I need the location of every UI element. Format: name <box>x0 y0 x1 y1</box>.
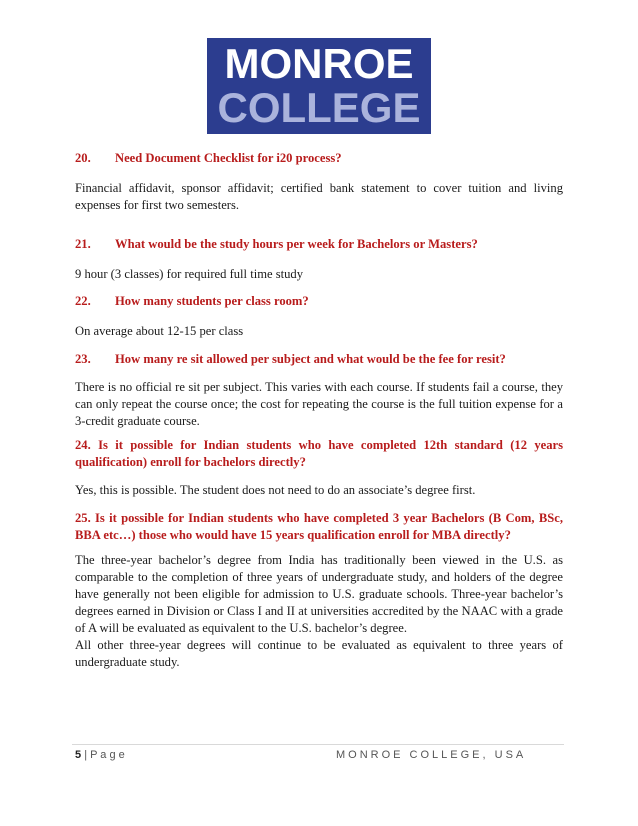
monroe-college-logo <box>207 38 431 134</box>
answer-21: 9 hour (3 classes) for required full time study <box>75 267 304 281</box>
question-number: 25. <box>75 511 91 525</box>
question-text: How many students per class room? <box>115 294 309 308</box>
question-text: Is it possible for Indian students who have completed 12th standard (12 years qualification) enroll for bachelors directly? <box>75 438 563 469</box>
question-25 <box>75 510 563 544</box>
page-label: | P a g e <box>84 749 125 761</box>
answer-25-paragraph-2: All other three-year degrees will continue to be evaluated as equivalent to three years of undergraduate study. <box>75 638 563 669</box>
question-24 <box>75 437 563 471</box>
question-21 <box>75 236 563 253</box>
answer-25-paragraph-1: The three-year bachelor’s degree from India has traditionally been viewed in the U.S. as comparable to the completion of three years of undergraduate study, and holders of the degree have generally not been eligible for admission to U.S. graduate schools. Three-year bachelor’s degrees earned in Division or Class I and II at universities accredited by the NAAC with a grade of A will be evaluated as equivalent to the U.S. bachelor’s degree. <box>75 553 563 635</box>
question-number: 21. <box>75 237 91 251</box>
question-20 <box>75 150 563 167</box>
page-number-value: 5 <box>75 749 82 761</box>
question-22 <box>75 293 563 310</box>
answer-25 <box>75 552 563 671</box>
answer-22: On average about 12-15 per class <box>75 324 244 338</box>
footer-divider <box>72 744 564 745</box>
question-text: Is it possible for Indian students who have completed 3 year Bachelors (B Com, BSc, BBA etc…) those who would have 15 years qualification enroll for MBA directly? <box>75 511 563 542</box>
question-text: What would be the study hours per week for Bachelors or Masters? <box>115 237 478 251</box>
question-23 <box>75 351 563 368</box>
question-number: 20. <box>75 151 91 165</box>
answer-23: There is no official re sit per subject. This varies with each course. If students fail a course, they can only repeat the course once; the cost for repeating the course is the full tuition expense for a 3-credit graduate course. <box>75 380 563 428</box>
footer-college-name: MONROE COLLEGE, USA <box>336 749 527 761</box>
answer-20: Financial affidavit, sponsor affidavit; certified bank statement to cover tuition and living expenses for first two semesters. <box>75 181 563 212</box>
question-text: Need Document Checklist for i20 process? <box>115 151 342 165</box>
logo-line-2: COLLEGE <box>217 84 421 131</box>
logo-line-1: MONROE <box>224 40 414 87</box>
question-number: 24. <box>75 438 91 452</box>
page-number <box>75 749 125 761</box>
answer-24: Yes, this is possible. The student does not need to do an associate’s degree first. <box>75 483 476 497</box>
question-number: 22. <box>75 294 91 308</box>
question-number: 23. <box>75 352 91 366</box>
question-text: How many re sit allowed per subject and what would be the fee for resit? <box>115 352 506 366</box>
